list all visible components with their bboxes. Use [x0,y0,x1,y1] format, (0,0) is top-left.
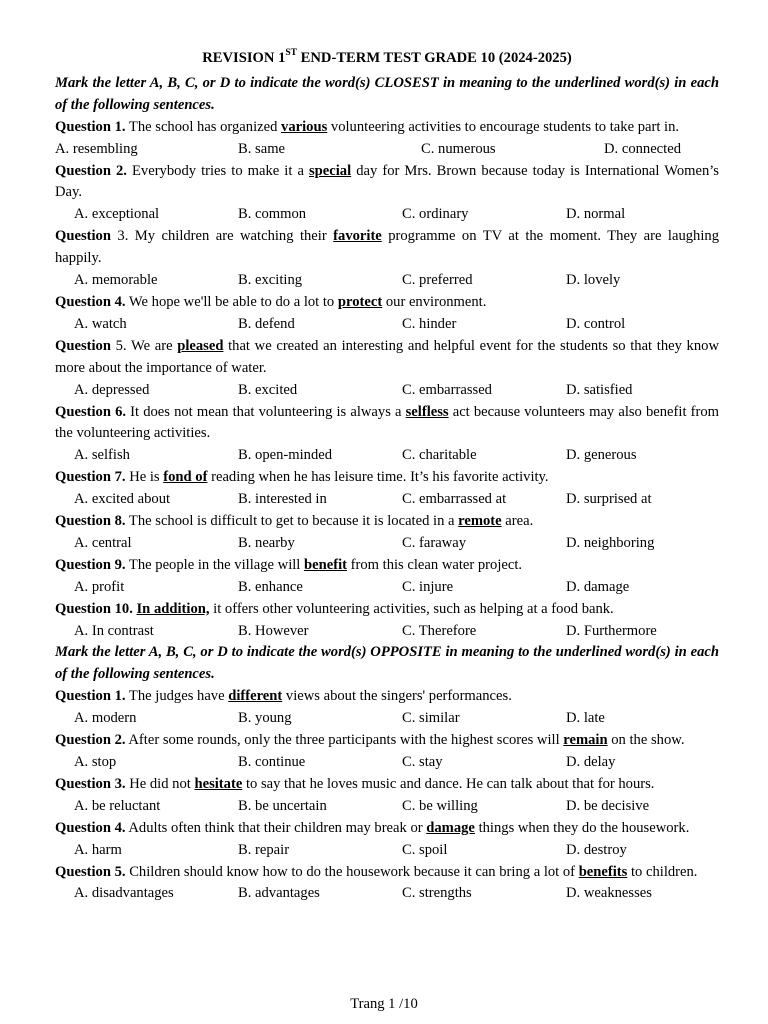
section2-questions [55,686,719,905]
underlined-word: benefit [304,556,347,573]
answer-option[interactable]: C. Therefore [402,622,477,639]
answer-options [55,139,719,161]
question-stem-after: volunteering activities to encourage students to take part in. [327,118,680,135]
underlined-word: remain [563,732,608,749]
question-stem-after: act because volunteers may also benefit from the volunteering activities. [55,403,720,442]
answer-option[interactable]: D. destroy [566,841,627,858]
answer-option[interactable]: A. profit [74,578,125,595]
question-stem-after: that we created an interesting and helpful event for the students so that they know more about the importance of water. [55,337,719,376]
answer-option[interactable]: D. neighboring [566,534,655,551]
question-stem-before: The people in the village will [125,556,305,573]
answer-options [55,577,719,599]
underlined-word: different [228,688,283,705]
answer-option[interactable]: C. preferred [402,272,473,289]
question-stem-before: It does not mean that volunteering is always a [126,403,406,420]
question-stem-after: our environment. [382,293,487,310]
answer-option[interactable]: B. open-minded [238,447,333,464]
underlined-word: In addition, [136,600,210,617]
answer-option[interactable]: C. strengths [402,885,472,902]
question-stem-before: After some rounds, only the three participants with the highest scores will [125,732,564,749]
question-text [55,730,719,752]
question-label: Question 7. [55,469,126,486]
answer-option[interactable]: B. However [238,622,309,639]
question-text [55,161,719,205]
question-stem-before: He did not [125,775,195,792]
answer-options [55,840,719,862]
section1-questions [55,117,719,643]
answer-option[interactable]: B. defend [238,315,295,332]
question-label: Question 3. [55,775,126,792]
underlined-word: various [281,118,328,135]
answer-option[interactable]: A. depressed [74,381,150,398]
answer-option[interactable]: D. surprised at [566,491,652,508]
question-text [55,117,719,139]
answer-option[interactable]: C. embarrassed at [402,491,507,508]
answer-option[interactable]: C. ordinary [402,206,469,223]
answer-option[interactable]: D. lovely [566,272,621,289]
answer-option[interactable]: A. memorable [74,272,158,289]
answer-option[interactable]: D. be decisive [566,797,650,814]
answer-option[interactable]: D. normal [566,206,626,223]
question-stem-after: views about the singers' performances. [282,688,512,705]
answer-option[interactable]: B. nearby [238,534,295,551]
answer-options [55,314,719,336]
answer-option[interactable]: B. common [238,206,307,223]
answer-options [55,752,719,774]
question-text [55,818,719,840]
answer-option[interactable]: C. stay [402,754,443,770]
answer-option[interactable]: A. watch [74,315,127,332]
page-title: REVISION 1ST END-TERM TEST GRADE 10 (2024-2025) [202,48,572,66]
question-label: Question 2. [55,162,127,179]
answer-option[interactable]: A. In contrast [74,622,154,639]
question-label: Question 8. [55,513,126,530]
answer-option[interactable]: D. connected [604,140,681,157]
answer-option[interactable]: D. generous [566,447,637,464]
answer-options [55,533,719,555]
question-text [55,511,719,533]
answer-option[interactable]: B. young [238,710,292,727]
question-text [55,467,719,489]
answer-options [55,883,719,905]
question-stem-after: it offers other volunteering activities, such as helping at a food bank. [209,600,614,617]
answer-option[interactable]: B. continue [238,754,306,770]
question-text [55,402,719,446]
page-number: Trang 1 /10 [350,996,418,1012]
answer-options [55,270,719,292]
answer-option[interactable]: A. stop [74,754,117,770]
answer-option[interactable]: D. damage [566,578,630,595]
question-stem-before: Everybody tries to make it a [126,162,309,179]
answer-option[interactable]: D. Furthermore [566,622,657,639]
answer-options [55,204,719,226]
question-text [55,292,719,314]
answer-option[interactable]: B. advantages [238,885,320,902]
question-stem-before: 5. We are [110,337,178,354]
question-label: Question [55,228,111,245]
question-label: Question 6. [55,403,127,420]
question-stem-after: area. [501,513,534,530]
underlined-word: remote [458,513,502,530]
answer-option[interactable]: A. selfish [74,447,130,464]
question-stem-before: Children should know how to do the housework because it can bring a lot of [125,863,579,880]
question-label: Question 1. [55,118,126,135]
answer-option[interactable]: A. be reluctant [74,797,161,814]
question-stem-before: The school has organized [125,118,282,135]
answer-options [55,796,719,818]
section1-instruction: Mark the letter A, B, C, or D to indicate the word(s) CLOSEST in meaning to the underlined word(s) in each of the following sentences. [55,74,719,113]
question-text [55,555,719,577]
underlined-word: benefits [578,863,628,880]
question-label: Question 4. [55,819,126,836]
question-label: Question 2. [55,732,126,749]
underlined-word: hesitate [194,775,243,792]
question-text [55,862,719,884]
answer-option[interactable]: A. central [74,534,132,551]
question-label: Question [55,337,111,354]
answer-option[interactable]: C. embarrassed [402,381,492,398]
answer-option[interactable]: C. hinder [402,315,457,332]
answer-options [55,621,719,643]
answer-options [55,445,719,467]
answer-option[interactable]: A. resembling [55,140,138,157]
question-label: Question 5. [55,863,126,880]
question-stem-before: We hope we'll be able to do a lot to [125,293,338,310]
answer-option[interactable]: C. spoil [402,841,448,858]
answer-option[interactable]: B. enhance [238,578,303,595]
question-stem-after: on the show. [607,732,685,749]
answer-option[interactable]: C. charitable [402,447,477,464]
underlined-word: fond of [163,469,208,486]
answer-option[interactable]: B. be uncertain [238,797,327,814]
question-stem-after: from this clean water project. [346,556,523,573]
underlined-word: protect [337,293,383,310]
question-text [55,774,719,796]
underlined-word: special [309,162,352,179]
question-stem-after: programme on TV at the moment. They are laughing happily. [55,228,720,267]
answer-option[interactable]: A. excited about [74,491,171,508]
answer-option[interactable]: B. excited [238,381,298,398]
answer-option[interactable]: D. control [566,315,626,332]
answer-options [55,708,719,730]
answer-option[interactable]: A. harm [74,841,122,858]
section2-instruction: Mark the letter A, B, C, or D to indicate the word(s) OPPOSITE in meaning to the underlined word(s) in each of the following sentences. [55,644,719,683]
question-stem-after: to say that he loves music and dance. He can talk about that for hours. [242,775,655,792]
underlined-word: favorite [333,228,382,245]
question-text [55,226,719,270]
answer-option[interactable]: B. exciting [238,272,303,289]
answer-option[interactable]: C. faraway [402,534,467,551]
answer-option[interactable]: C. injure [402,578,454,595]
answer-options [55,380,719,402]
answer-option[interactable]: A. disadvantages [74,885,174,902]
question-stem-before: He is [125,469,164,486]
question-stem-before: 3. My children are watching their [110,228,334,245]
answer-option[interactable]: B. same [238,140,286,157]
question-stem-before: Adults often think that their children may break or [125,819,427,836]
question-label: Question 10. [55,600,133,617]
question-label: Question 4. [55,293,126,310]
answer-option[interactable]: C. similar [402,710,460,727]
underlined-word: pleased [177,337,224,354]
question-label: Question 9. [55,556,126,573]
answer-option[interactable]: A. exceptional [74,206,160,223]
answer-option[interactable]: A. modern [74,710,137,727]
answer-option[interactable]: D. late [566,710,605,727]
answer-options [55,489,719,511]
answer-option[interactable]: D. satisfied [566,381,633,398]
underlined-word: selfless [405,403,449,420]
question-stem-after: day for Mrs. Brown because today is International Women’s Day. [55,162,719,201]
underlined-word: damage [426,819,475,836]
answer-option[interactable]: D. delay [566,754,616,770]
answer-option[interactable]: D. weaknesses [566,885,652,902]
question-text [55,686,719,708]
question-text [55,336,719,380]
answer-option[interactable]: C. numerous [421,140,496,157]
answer-option[interactable]: B. interested in [238,491,327,508]
answer-option[interactable]: C. be willing [402,797,478,814]
question-stem-after: things when they do the housework. [474,819,690,836]
question-label: Question 1. [55,688,126,705]
document-content [55,48,719,905]
answer-option[interactable]: B. repair [238,841,290,858]
question-stem-after: to children. [627,863,698,880]
question-stem-before: The school is difficult to get to because it is located in a [125,513,459,530]
question-text [55,599,719,621]
question-stem-after: reading when he has leisure time. It’s his favorite activity. [207,469,549,486]
question-stem-before: The judges have [125,688,229,705]
